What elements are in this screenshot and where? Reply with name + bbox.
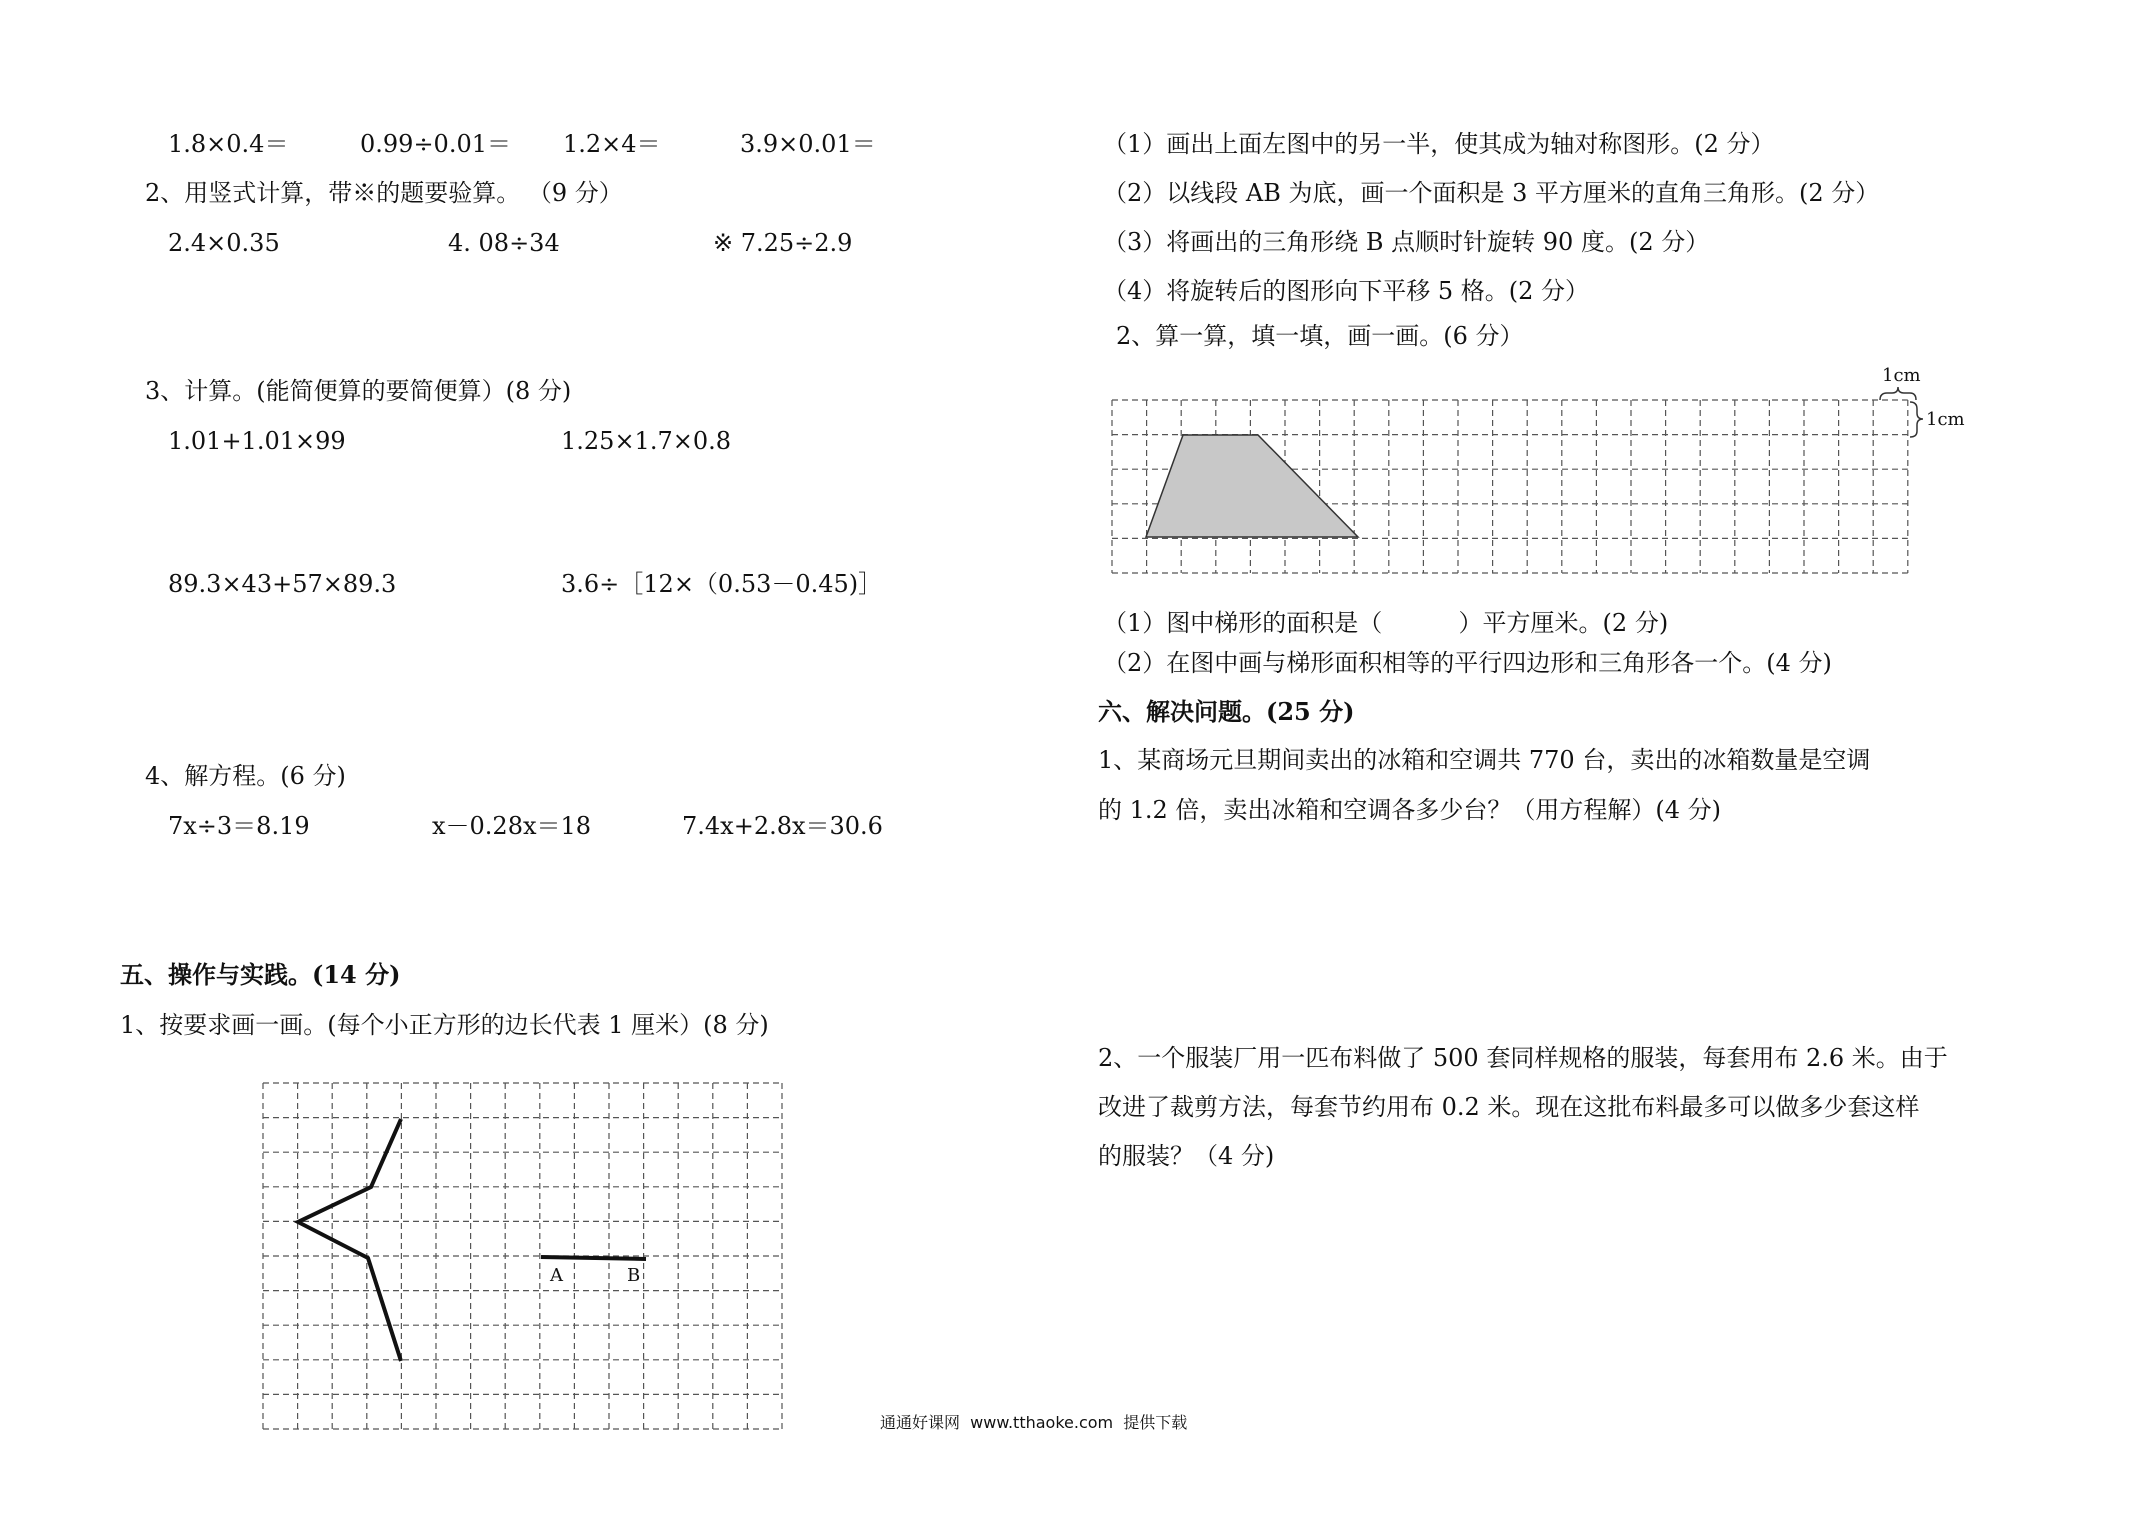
trapezoid-shape (1146, 435, 1358, 537)
question-title: 3、计算。(能简便算的要简便算）(8 分) (145, 377, 572, 405)
calc-item: 3.6÷［12×（0.53－0.45)］ (561, 570, 883, 598)
unit-brace-right (1910, 402, 1923, 437)
point-a-label: A (550, 1265, 563, 1286)
question-title: 1、按要求画一画。(每个小正方形的边长代表 1 厘米）(8 分) (120, 1011, 769, 1039)
segment-ab (541, 1257, 646, 1259)
unit-label-top: 1cm (1882, 365, 1921, 386)
question-title: 2、算一算，填一填，画一画。(6 分） (1116, 322, 1524, 350)
equation-item: 7x÷3＝8.19 (168, 812, 310, 840)
calc-item: 89.3×43+57×89.3 (168, 570, 397, 598)
unit-brace-top (1880, 387, 1916, 400)
trapezoid-grid (1112, 365, 1965, 575)
calc-item: 3.9×0.01＝ (740, 130, 876, 158)
calc-item: ※ 7.25÷2.9 (713, 229, 853, 257)
task-line: （4）将旋转后的图形向下平移 5 格。(2 分） (1103, 277, 1590, 305)
calc-item: 0.99÷0.01＝ (360, 130, 511, 158)
problem-text: 2、一个服装厂用一匹布料做了 500 套同样规格的服装，每套用布 2.6 米。由于 (1098, 1044, 1948, 1072)
equation-item: x－0.28x＝18 (432, 812, 592, 840)
task-line: （2）以线段 AB 为底，画一个面积是 3 平方厘米的直角三角形。(2 分） (1103, 179, 1880, 207)
problem-text: 的 1.2 倍，卖出冰箱和空调各多少台？（用方程解）(4 分) (1098, 796, 1722, 824)
task-line: （1）图中梯形的面积是（ ）平方厘米。(2 分) (1103, 609, 1669, 637)
section-title: 六、解决问题。(25 分) (1098, 697, 1355, 726)
task-line: （3）将画出的三角形绕 B 点顺时针旋转 90 度。(2 分） (1103, 228, 1710, 256)
equation-item: 7.4x+2.8x＝30.6 (682, 812, 883, 840)
section-title: 五、操作与实践。(14 分) (120, 960, 401, 989)
point-b-label: B (627, 1265, 641, 1286)
drawing-grid-left (263, 1083, 784, 1431)
calc-item: 1.01+1.01×99 (168, 427, 346, 455)
task-line: （1）画出上面左图中的另一半，使其成为轴对称图形。(2 分） (1103, 130, 1775, 158)
calc-item: 1.2×4＝ (563, 130, 661, 158)
calc-item: 2.4×0.35 (168, 229, 280, 257)
footer-credit: 通通好课网 www.tthaoke.com 提供下载 (880, 1413, 1188, 1432)
calc-item: 4. 08÷34 (448, 229, 560, 257)
problem-text: 改进了裁剪方法，每套节约用布 0.2 米。现在这批布料最多可以做多少套这样 (1098, 1093, 1920, 1121)
task-line: （2）在图中画与梯形面积相等的平行四边形和三角形各一个。(4 分) (1103, 649, 1832, 677)
question-title: 4、解方程。(6 分) (145, 762, 346, 790)
calc-item: 1.25×1.7×0.8 (561, 427, 731, 455)
calc-item: 1.8×0.4＝ (168, 130, 289, 158)
unit-label-right: 1cm (1926, 409, 1965, 430)
question-title: 2、用竖式计算，带※的题要验算。 （9 分） (145, 179, 623, 207)
problem-text: 的服装？（4 分) (1098, 1142, 1275, 1170)
problem-text: 1、某商场元旦期间卖出的冰箱和空调共 770 台，卖出的冰箱数量是空调 (1098, 746, 1871, 774)
